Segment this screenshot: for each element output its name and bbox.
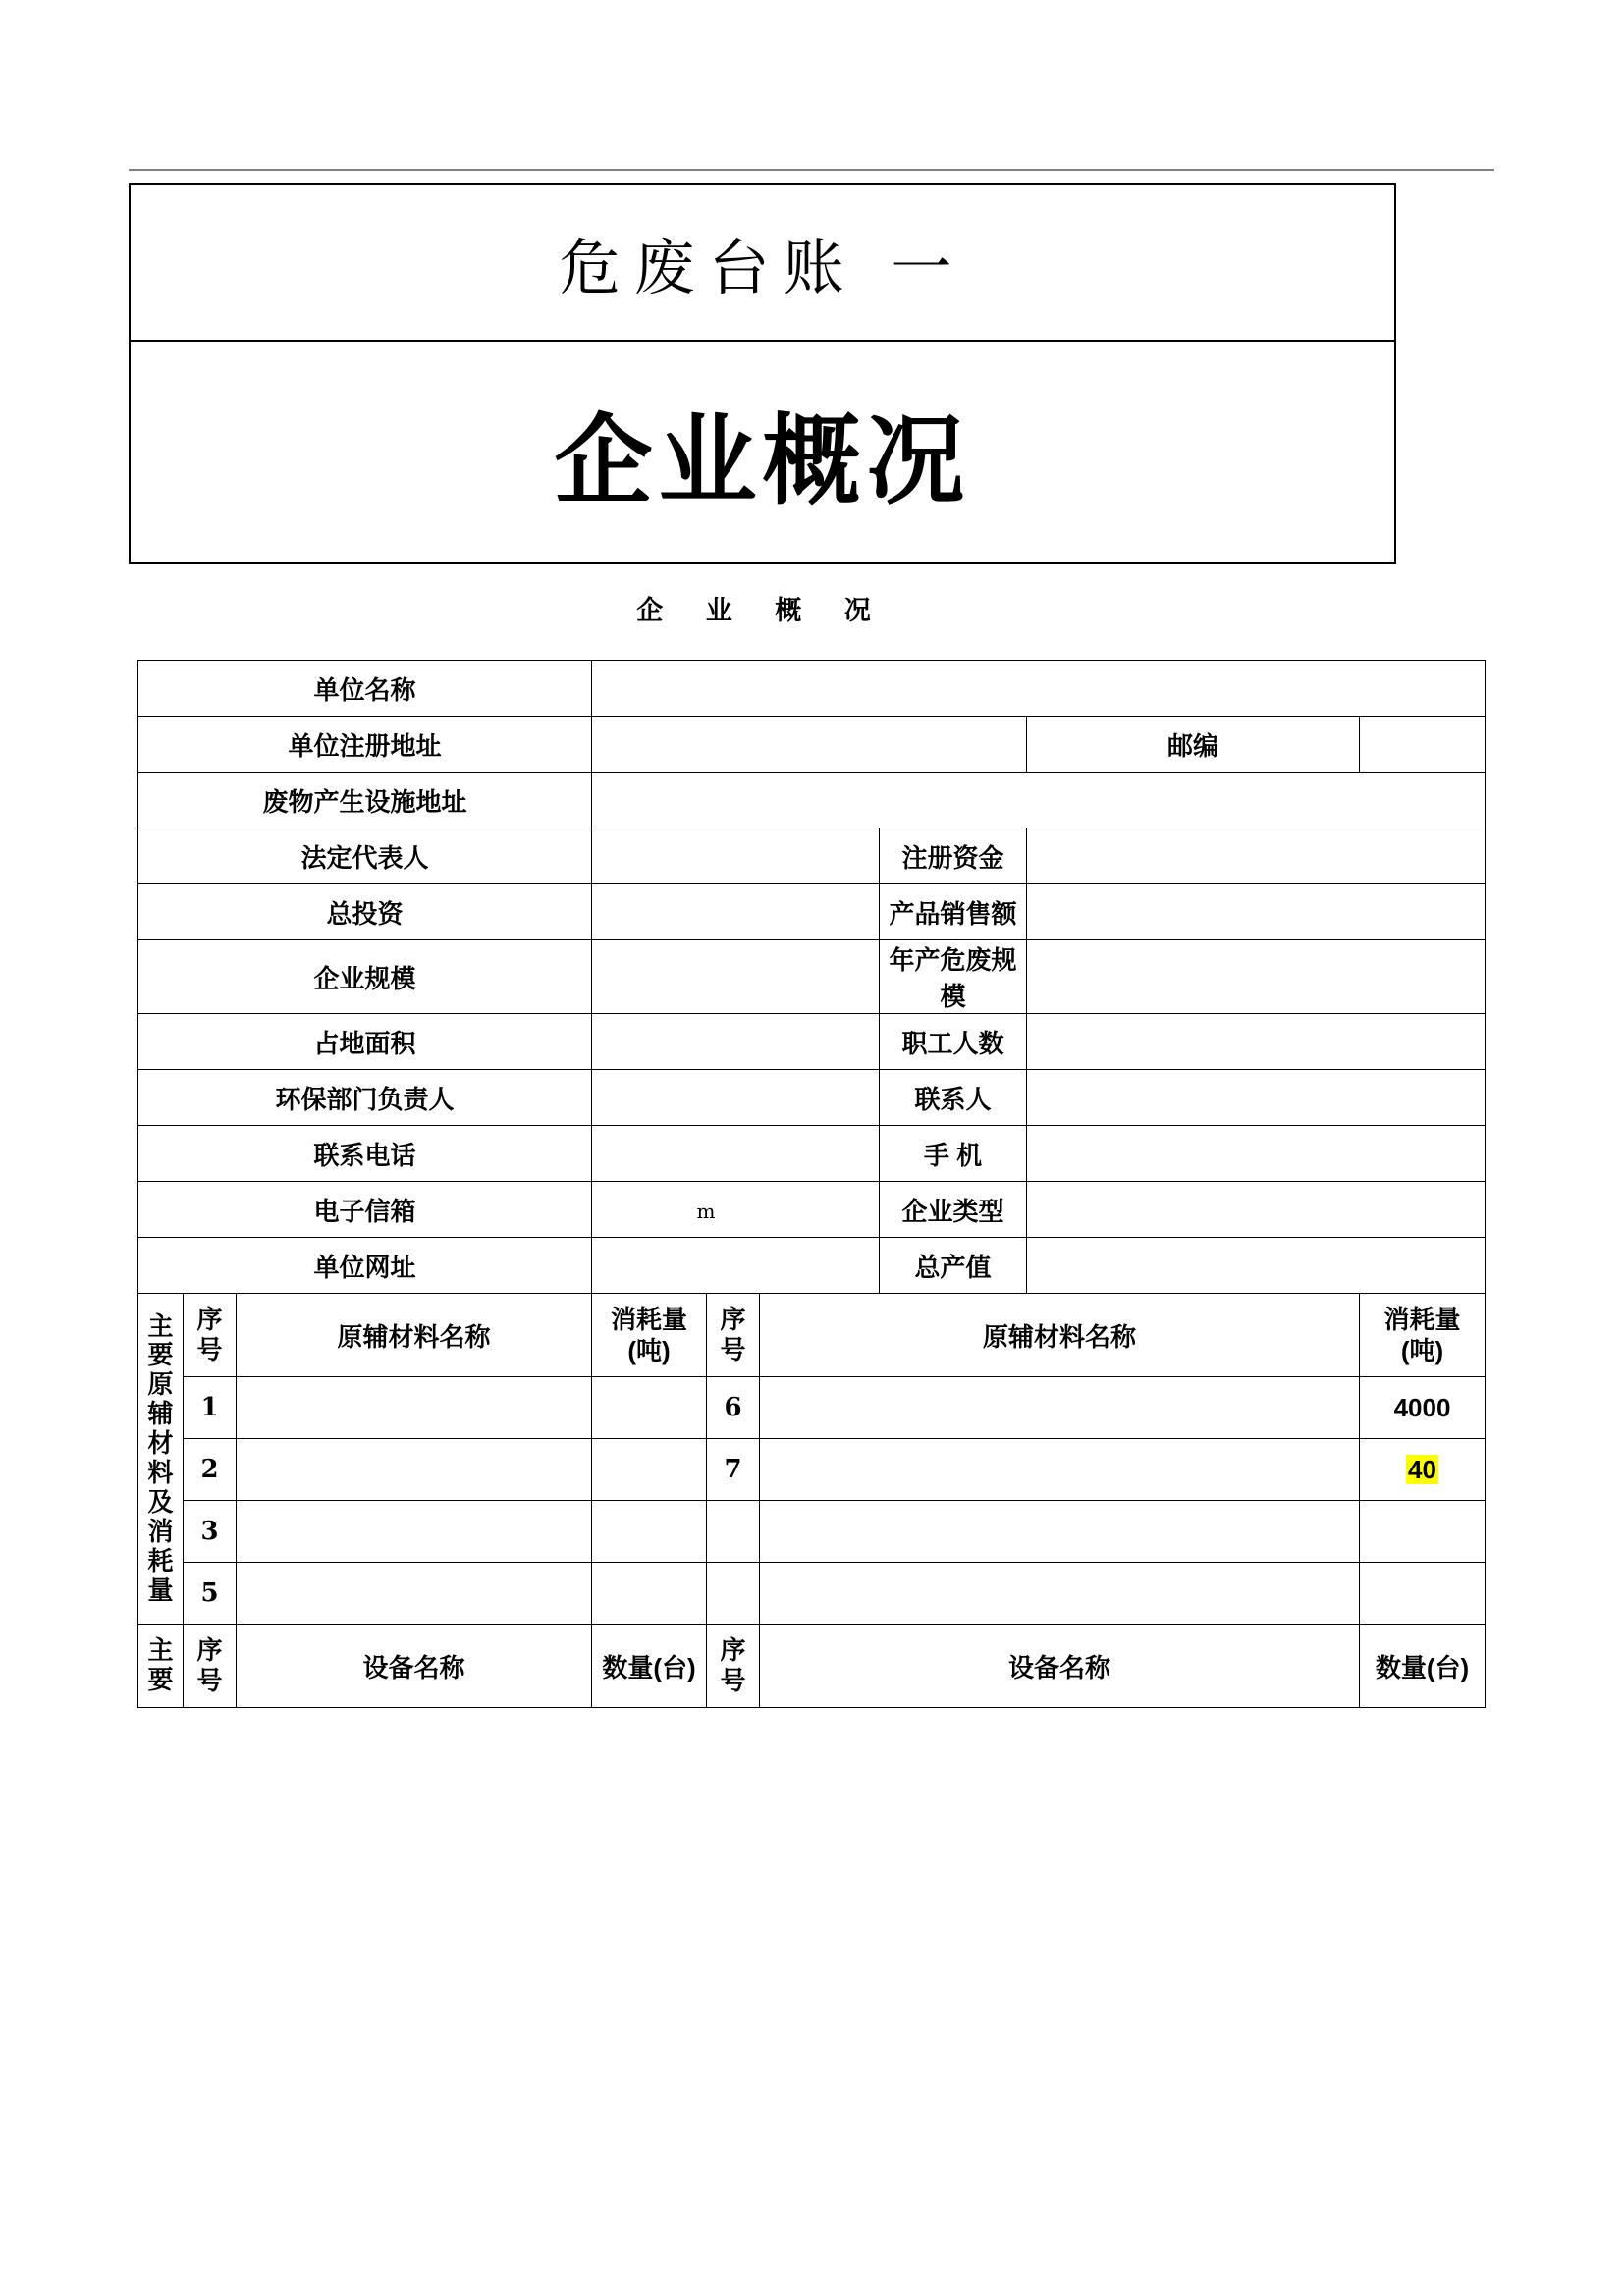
field-value-env-department-head[interactable] [592,1070,880,1126]
field-label-website: 单位网址 [138,1238,592,1294]
document-subtitle: 企 业 概 况 [636,596,889,625]
table-row [138,661,1486,717]
materials-amount[interactable] [592,1377,707,1439]
materials-side-label [138,1294,184,1625]
header-rule [129,169,1494,171]
materials-seq2: 7 [707,1439,760,1501]
title-row-primary [131,185,1394,342]
equipment-header-qty: 数量(台) [592,1625,707,1708]
materials-seq: 2 [184,1439,237,1501]
materials-amount2-cell[interactable] [1360,1439,1486,1501]
materials-side-label-text: 主要原辅材料及消耗量 [147,1310,174,1605]
field-label-registered-capital: 注册资金 [880,828,1027,884]
field-value-website[interactable] [592,1238,880,1294]
table-row [138,884,1486,940]
field-label-contact-phone: 联系电话 [138,1126,592,1182]
equipment-header-seq: 序号 [184,1625,237,1708]
materials-header-amount2: 消耗量 (吨) [1360,1294,1486,1377]
field-value-email[interactable] [592,1182,880,1238]
equipment-header-row [138,1625,1486,1708]
materials-row [138,1501,1486,1563]
materials-amount2: 40 [1408,1454,1436,1484]
field-value-total-investment[interactable] [592,884,880,940]
materials-row [138,1439,1486,1501]
field-value-enterprise-scale[interactable] [592,940,880,1014]
field-value-land-area[interactable] [592,1014,880,1070]
materials-name[interactable] [237,1563,592,1625]
field-value-waste-facility-address[interactable] [592,773,1486,828]
materials-name[interactable] [237,1377,592,1439]
materials-amount2[interactable] [1360,1563,1486,1625]
materials-header-amount: 消耗量 (吨) [592,1294,707,1377]
materials-amount[interactable] [592,1501,707,1563]
table-row [138,1014,1486,1070]
materials-amount[interactable] [592,1439,707,1501]
materials-name[interactable] [237,1439,592,1501]
field-value-registered-address[interactable] [592,717,1027,773]
enterprise-profile-table [137,660,1486,1708]
materials-name2[interactable] [760,1563,1360,1625]
materials-header-row [138,1294,1486,1377]
equipment-header-qty2: 数量(台) [1360,1625,1486,1708]
document-title-line2: 企业概况 [554,405,971,516]
field-label-annual-hazardous-waste-scale: 年产危废规模 [880,940,1027,1014]
field-value-enterprise-type[interactable] [1027,1182,1486,1238]
field-label-total-output: 总产值 [880,1238,1027,1294]
table-row [138,940,1486,1014]
materials-name2[interactable] [760,1377,1360,1439]
table-row [138,1182,1486,1238]
table-row [138,717,1486,773]
field-label-enterprise-scale: 企业规模 [138,940,592,1014]
materials-seq2 [707,1563,760,1625]
title-box [129,183,1396,564]
field-value-company-name[interactable] [592,661,1486,717]
field-label-env-department-head: 环保部门负责人 [138,1070,592,1126]
field-label-company-name: 单位名称 [138,661,592,717]
materials-header-name: 原辅材料名称 [237,1294,592,1377]
materials-amount2[interactable]: 4000 [1360,1377,1486,1439]
table-row [138,1126,1486,1182]
materials-header-name2: 原辅材料名称 [760,1294,1360,1377]
field-label-mobile: 手 机 [880,1126,1027,1182]
field-value-postcode[interactable] [1360,717,1486,773]
materials-seq2 [707,1501,760,1563]
field-value-employee-count[interactable] [1027,1014,1486,1070]
field-label-waste-facility-address: 废物产生设施地址 [138,773,592,828]
equipment-header-seq2: 序号 [707,1625,760,1708]
field-label-registered-address: 单位注册地址 [138,717,592,773]
field-value-legal-representative[interactable] [592,828,880,884]
materials-name[interactable] [237,1501,592,1563]
document-title-line1: 危废台账 一 [559,231,966,303]
field-value-mobile[interactable] [1027,1126,1486,1182]
table-row [138,828,1486,884]
materials-seq: 3 [184,1501,237,1563]
email-text: m [696,1199,716,1223]
materials-name2[interactable] [760,1501,1360,1563]
equipment-side-label [138,1625,184,1708]
materials-amount2[interactable] [1360,1501,1486,1563]
field-value-product-sales[interactable] [1027,884,1486,940]
title-row-secondary [131,342,1394,562]
field-label-product-sales: 产品销售额 [880,884,1027,940]
field-label-land-area: 占地面积 [138,1014,592,1070]
field-label-contact-person: 联系人 [880,1070,1027,1126]
table-row [138,773,1486,828]
field-value-contact-phone[interactable] [592,1126,880,1182]
materials-amount[interactable] [592,1563,707,1625]
materials-seq: 1 [184,1377,237,1439]
materials-name2[interactable] [760,1439,1360,1501]
field-label-total-investment: 总投资 [138,884,592,940]
materials-row [138,1563,1486,1625]
equipment-header-name2: 设备名称 [760,1625,1360,1708]
field-value-contact-person[interactable] [1027,1070,1486,1126]
field-value-annual-hazardous-waste-scale[interactable] [1027,940,1486,1014]
field-label-employee-count: 职工人数 [880,1014,1027,1070]
equipment-header-name: 设备名称 [237,1625,592,1708]
field-label-legal-representative: 法定代表人 [138,828,592,884]
field-label-email: 电子信箱 [138,1182,592,1238]
materials-header-seq2: 序号 [707,1294,760,1377]
table-row [138,1070,1486,1126]
field-value-total-output[interactable] [1027,1238,1486,1294]
field-label-enterprise-type: 企业类型 [880,1182,1027,1238]
materials-seq2: 6 [707,1377,760,1439]
field-value-registered-capital[interactable] [1027,828,1486,884]
materials-header-seq: 序号 [184,1294,237,1377]
field-label-postcode: 邮编 [1027,717,1360,773]
materials-seq: 5 [184,1563,237,1625]
table-row [138,1238,1486,1294]
equipment-side-label-text: 主要 [147,1635,174,1694]
materials-row [138,1377,1486,1439]
